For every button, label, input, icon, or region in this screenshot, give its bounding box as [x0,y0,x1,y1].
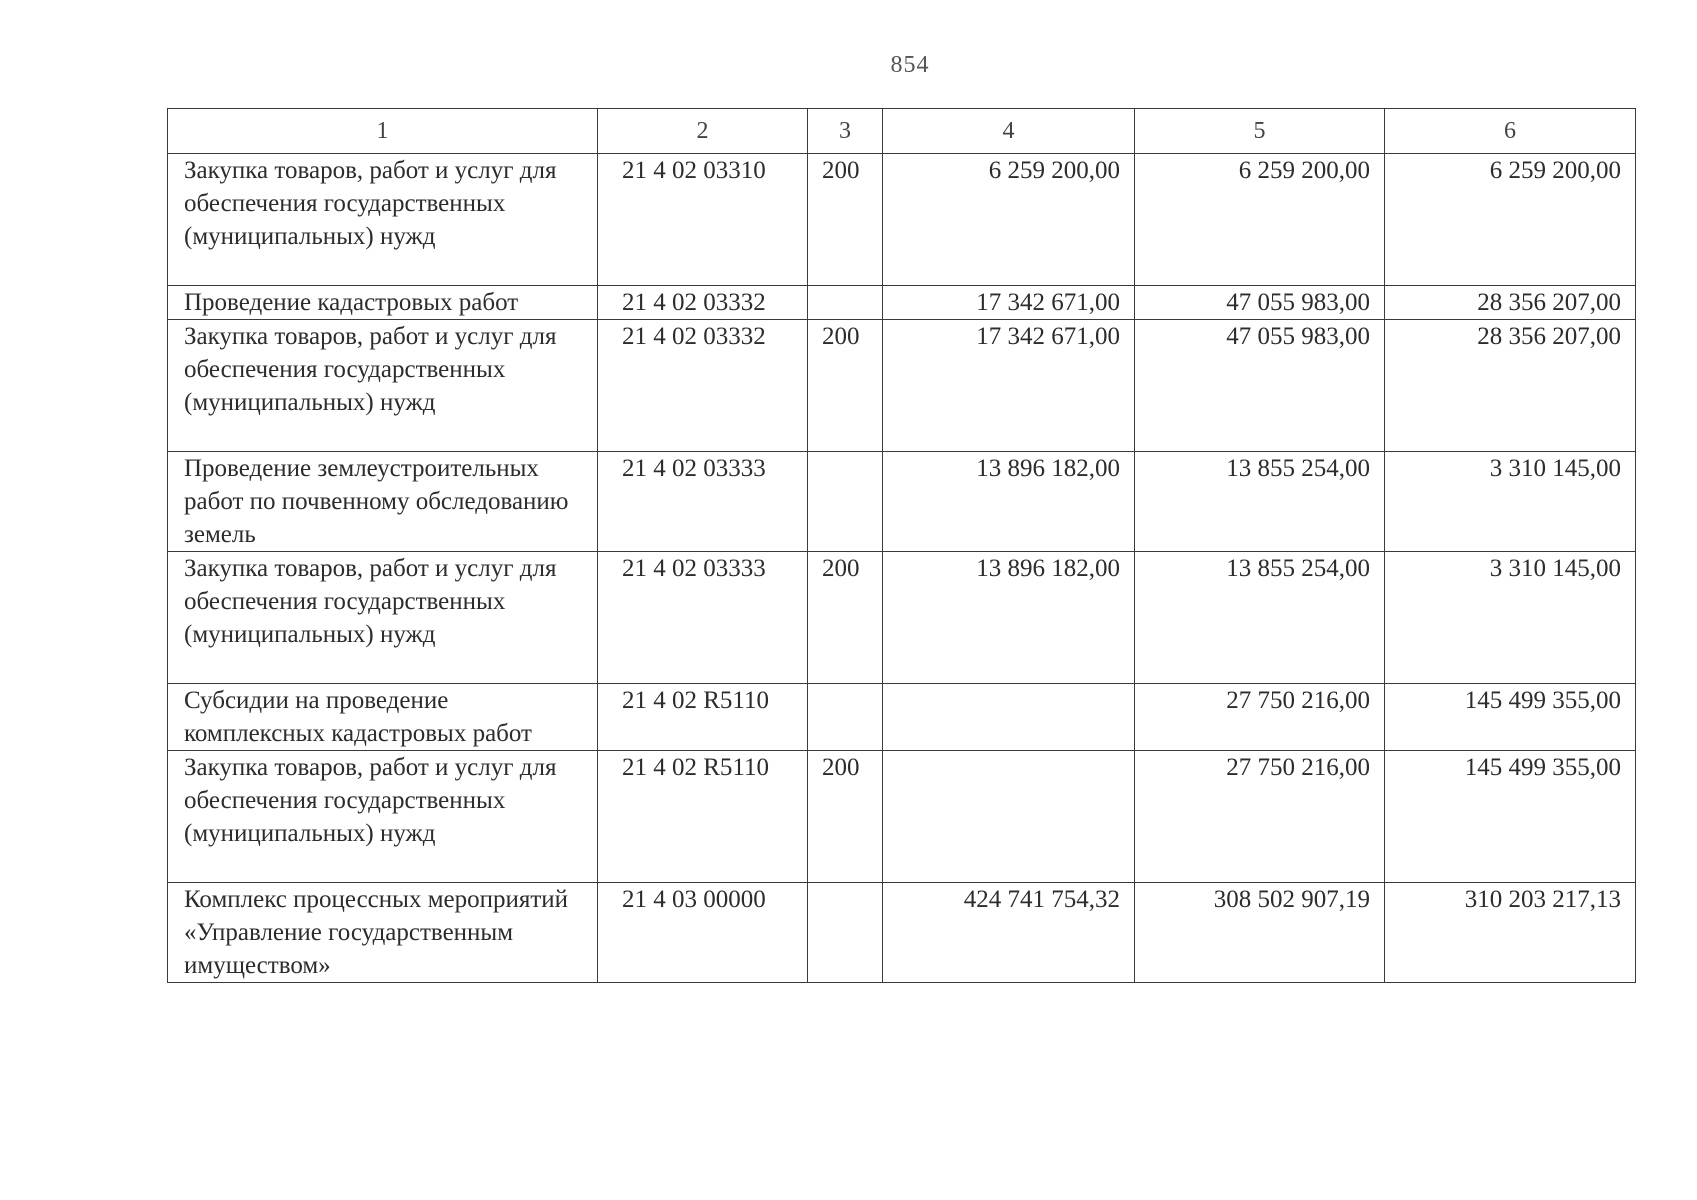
row-code-cell: 21 4 03 00000 [598,883,808,983]
row-kind-cell [808,452,883,552]
table-row [168,552,1636,684]
row-kind-cell [808,883,883,983]
row-name-cell: Комплекс процессных мероприятий «Управление государственным имуществом» [168,883,598,983]
table-row [168,684,1636,751]
row-name-cell: Субсидии на проведение комплексных кадастровых работ [168,684,598,751]
row-value-4-cell: 6 259 200,00 [883,154,1135,286]
row-value-5-cell: 47 055 983,00 [1135,320,1385,452]
row-value-4-cell [883,684,1135,751]
row-value-4-cell: 17 342 671,00 [883,320,1135,452]
row-name-cell: Закупка товаров, работ и услуг для обеспечения государственных (муниципальных) нужд [168,320,598,452]
row-kind-cell: 200 [808,552,883,684]
row-kind-cell [808,286,883,320]
row-code-cell: 21 4 02 R5110 [598,684,808,751]
row-value-5-cell: 27 750 216,00 [1135,751,1385,883]
row-code-cell: 21 4 02 03310 [598,154,808,286]
row-name-cell: Закупка товаров, работ и услуг для обеспечения государственных (муниципальных) нужд [168,552,598,684]
row-value-5-cell: 27 750 216,00 [1135,684,1385,751]
row-value-6-cell: 310 203 217,13 [1385,883,1636,983]
row-value-6-cell: 28 356 207,00 [1385,320,1636,452]
row-value-5-cell: 47 055 983,00 [1135,286,1385,320]
column-header: 6 [1385,109,1636,154]
row-value-4-cell: 13 896 182,00 [883,552,1135,684]
row-name-cell: Закупка товаров, работ и услуг для обеспечения государственных (муниципальных) нужд [168,154,598,286]
row-value-4-cell: 424 741 754,32 [883,883,1135,983]
row-code-cell: 21 4 02 R5110 [598,751,808,883]
row-name-cell: Проведение кадастровых работ [168,286,598,320]
column-header: 4 [883,109,1135,154]
row-value-5-cell: 308 502 907,19 [1135,883,1385,983]
budget-table [167,108,1636,983]
row-value-6-cell: 6 259 200,00 [1385,154,1636,286]
table-row [168,751,1636,883]
row-kind-cell: 200 [808,751,883,883]
row-value-5-cell: 13 855 254,00 [1135,452,1385,552]
row-value-4-cell: 17 342 671,00 [883,286,1135,320]
row-value-4-cell: 13 896 182,00 [883,452,1135,552]
row-kind-cell: 200 [808,320,883,452]
row-value-6-cell: 3 310 145,00 [1385,452,1636,552]
row-code-cell: 21 4 02 03332 [598,320,808,452]
table-row [168,154,1636,286]
row-name-cell: Проведение землеустроительных работ по почвенному обследованию земель [168,452,598,552]
row-value-6-cell: 28 356 207,00 [1385,286,1636,320]
column-header: 2 [598,109,808,154]
row-code-cell: 21 4 02 03333 [598,452,808,552]
row-code-cell: 21 4 02 03333 [598,552,808,684]
row-value-6-cell: 3 310 145,00 [1385,552,1636,684]
column-header: 3 [808,109,883,154]
row-value-5-cell: 6 259 200,00 [1135,154,1385,286]
row-value-6-cell: 145 499 355,00 [1385,751,1636,883]
page-number: 854 [890,52,930,78]
row-name-cell: Закупка товаров, работ и услуг для обеспечения государственных (муниципальных) нужд [168,751,598,883]
table-row [168,286,1636,320]
row-value-4-cell [883,751,1135,883]
row-kind-cell: 200 [808,154,883,286]
table-row [168,320,1636,452]
row-code-cell: 21 4 02 03332 [598,286,808,320]
table-row [168,452,1636,552]
table-header-row [168,109,1636,154]
column-header: 5 [1135,109,1385,154]
row-value-6-cell: 145 499 355,00 [1385,684,1636,751]
row-kind-cell [808,684,883,751]
table-row [168,883,1636,983]
column-header: 1 [168,109,598,154]
row-value-5-cell: 13 855 254,00 [1135,552,1385,684]
